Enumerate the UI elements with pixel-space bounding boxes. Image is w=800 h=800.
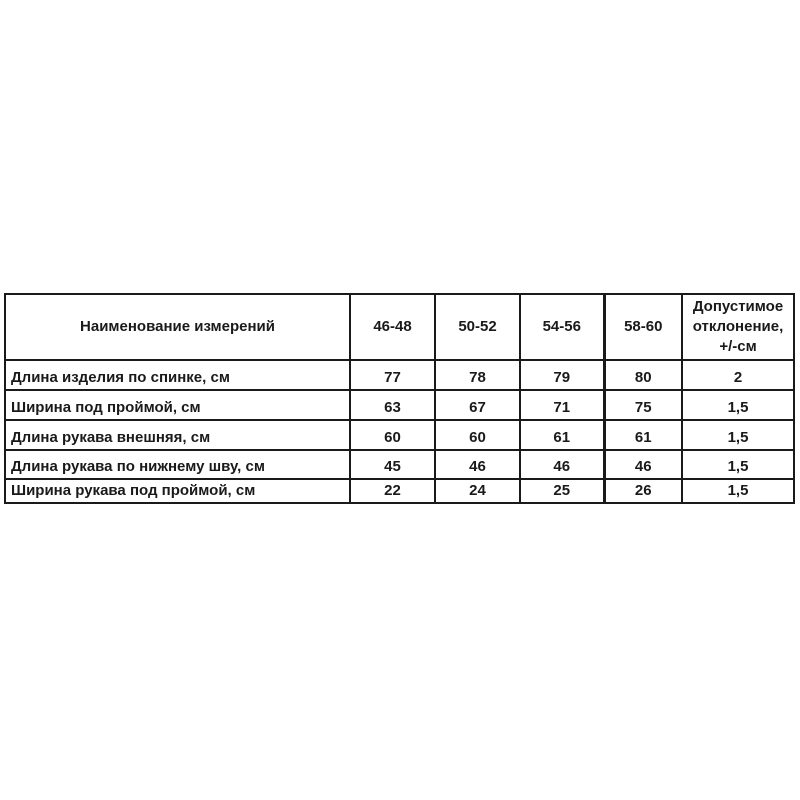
table-row [5, 479, 794, 503]
measurement-value: 45 [350, 450, 435, 479]
measurement-value: 46 [604, 450, 682, 479]
measurement-value: 75 [604, 390, 682, 420]
measurements-table [4, 293, 795, 504]
measurement-value: 25 [520, 479, 604, 503]
measurement-label: Длина рукава по нижнему шву, см [5, 450, 350, 479]
header-size-50-52: 50-52 [435, 294, 520, 360]
measurement-value: 78 [435, 360, 520, 390]
measurement-value: 71 [520, 390, 604, 420]
tolerance-value: 1,5 [682, 390, 794, 420]
measurement-value: 26 [604, 479, 682, 503]
measurement-label: Ширина под проймой, см [5, 390, 350, 420]
header-size-58-60: 58-60 [604, 294, 682, 360]
measurement-value: 46 [435, 450, 520, 479]
measurement-value: 79 [520, 360, 604, 390]
measurement-label: Длина изделия по спинке, см [5, 360, 350, 390]
measurement-value: 80 [604, 360, 682, 390]
tolerance-value: 2 [682, 360, 794, 390]
tolerance-value: 1,5 [682, 450, 794, 479]
measurement-value: 77 [350, 360, 435, 390]
table-header-row [5, 294, 794, 360]
measurement-value: 60 [435, 420, 520, 450]
measurement-value: 61 [604, 420, 682, 450]
measurement-value: 22 [350, 479, 435, 503]
measurement-value: 61 [520, 420, 604, 450]
measurement-value: 60 [350, 420, 435, 450]
header-size-54-56: 54-56 [520, 294, 604, 360]
measurement-label: Ширина рукава под проймой, см [5, 479, 350, 503]
table-row [5, 360, 794, 390]
measurement-value: 63 [350, 390, 435, 420]
table-row [5, 390, 794, 420]
tolerance-value: 1,5 [682, 479, 794, 503]
tolerance-value: 1,5 [682, 420, 794, 450]
header-tolerance: Допустимое отклонение, +/-см [682, 294, 794, 360]
header-measurement-name: Наименование измерений [5, 294, 350, 360]
measurement-label: Длина рукава внешняя, см [5, 420, 350, 450]
header-size-46-48: 46-48 [350, 294, 435, 360]
measurement-value: 24 [435, 479, 520, 503]
measurement-value: 67 [435, 390, 520, 420]
measurement-value: 46 [520, 450, 604, 479]
table-row [5, 420, 794, 450]
table-row [5, 450, 794, 479]
